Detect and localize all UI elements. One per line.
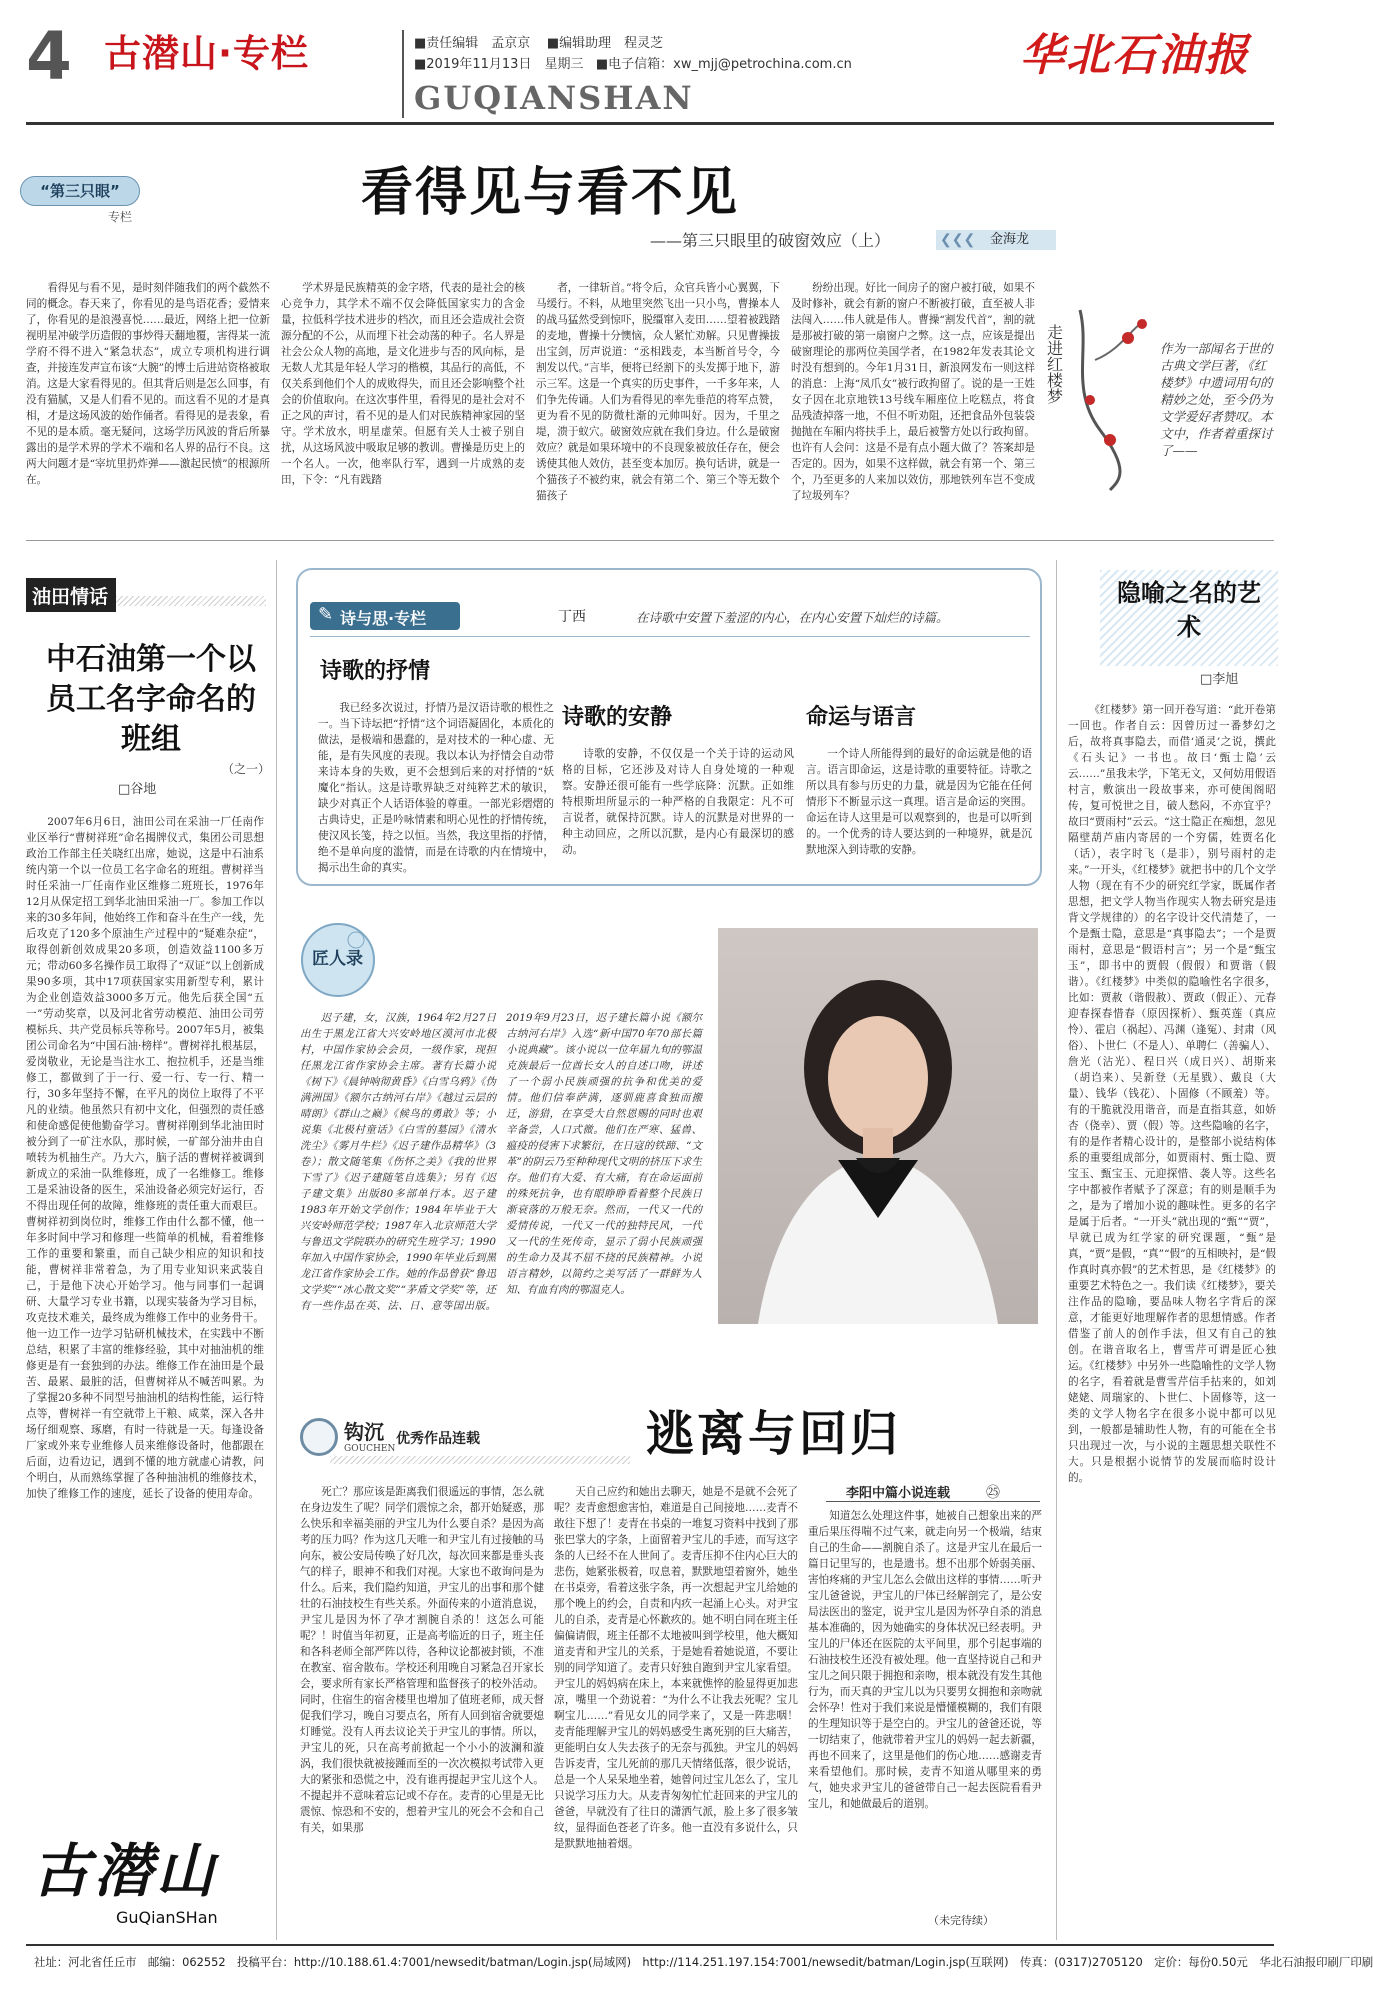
poem-sub3-text: 一个诗人所能得到的最好的命运就是他的语言。语言即命运，这是诗歌的重要特征。诗歌之所以具有参与历史的力量，就是因为它能在任何情形下不断显示这一真理。语言是命运的突围。命运在诗人这里是可以观察到的，也是可以听到的。一个优秀的诗人要达到的一种境界，就是沉默地深入到诗歌的安静。 [806, 748, 1032, 856]
left-story-part: （之一） [222, 762, 271, 776]
lead-col-1-text: 看得见与看不见，是时刻伴随我们的两个截然不同的概念。春天来了，你看见的是鸟语花香；爱情来了，你看见的是浪漫喜悦……最近，网络上把一位新视明星冲破学历造假的事炒得天翻地覆，害得某一流学府不得不进入“紧急状态”，成立专项机构进行调查，并接连发声宣布该“大腕”的博士后进站资格被取消。这是大家看得见的。但其背后则是怎么回事，有没有猫腻，又是人们看不见的。而这看不见的才是真相，才是这场风波的始作俑者。看得见的是表象，看不见的是本质。毫无疑问，这场学历风波的背后所暴露出的是学术界的学术不端和名人界的品行不良。这两大问题才是“宰坑里扔炸弹——激起民愤”的根源所在。 [26, 282, 270, 486]
lead-col-4 [791, 280, 1035, 526]
lead-col-1 [26, 280, 270, 526]
pocket-watch-icon [300, 1418, 338, 1456]
date-line [414, 53, 852, 72]
novel-byline-box [826, 1480, 1040, 1502]
lead-author: 金海龙 [990, 232, 1030, 247]
poem-sub2-title: 诗歌的安静 [562, 705, 673, 730]
assistant-editor: ■编辑助理 程灵芝 [546, 36, 664, 51]
footer-text: 社址：河北省任丘市 邮编：062552 投稿平台：http://10.188.61.4:7001/newsedit/batman/Login.jsp(局域网) http://114.251.197.154:7001/newsedit/batman/Login.jsp(互联网) 传真：(0317)2705120 定价：每份0.50元 华北石油报印刷厂印刷 [34, 1955, 1373, 1969]
section-divider-1 [26, 540, 1274, 541]
chevrons-icon: ❮❮❮ [940, 232, 976, 248]
svg-text:走进红楼梦: 走进红楼梦 [1044, 324, 1064, 404]
lead-headline: 看得见与看不见 [360, 163, 739, 223]
left-story-body [26, 814, 264, 1814]
guqianshan-logo [26, 1836, 270, 1936]
poem-sub3-title: 命运与语言 [806, 705, 917, 730]
lead-col-3-text: 者，一律斩首。”将令后，众官兵皆小心翼翼，下马缓行。不料，从地里突然飞出一只小鸟，曹操本人的战马猛然受到惊吓，脱缰窜入麦田……望着被践踏的麦地，曹操十分懊恼，众人紧忙劝解。只见曹操拔出宝剑，厉声说道：“丞相践麦，本当断首号令，今割发以代。”言毕，便将已经割下的头发掷于地下，游示三军。这是一个真实的历史事件，一千多年来，人们争先传诵。人们为看得见的率先垂范的将军点赞，更为看不见的防微杜渐的元帅叫好。因为，千里之堤，溃于蚁穴。破窗效应就在我们身边。什么是破窗效应？就是如果环境中的不良现象被放任存在，便会诱使其他人效仿，甚至变本加厉。换句话讲，就是一个猫孩子不被约束，就会有第二个、第三个等无数个猫孩子 [536, 282, 780, 502]
promo-text: 作为一部闻名于世的古典文学巨著，《红楼梦》中遗词用句的精妙之处，至今仍为文学爱好者赞叹。本文中，作者着重探讨了—— [1160, 341, 1273, 458]
section-title: 古潜山·专栏 [104, 32, 310, 75]
header-bottom-rule [26, 122, 1274, 125]
right-body [1068, 702, 1276, 1932]
poem-tag-box [310, 602, 460, 630]
lead-column-badge [20, 176, 140, 206]
novel-episode: ㉕ [986, 1485, 1000, 1501]
left-col-rule [276, 560, 277, 1940]
left-story-tag-shade [116, 596, 266, 606]
left-story-author: □谷地 [118, 782, 157, 797]
editor-line [414, 32, 663, 51]
logo-chars: 古潜山 [32, 1837, 219, 1905]
masthead [0, 0, 1300, 128]
email: ■电子信箱：xw_mjj@petrochina.com.cn [595, 57, 852, 72]
novel-column-tag: 钩沉 [344, 1420, 384, 1444]
lead-column-sub: 专栏 [108, 210, 133, 224]
novel-tag-shade [330, 1456, 630, 1464]
portrait-column-tag: 匠人录 [312, 949, 363, 969]
right-body-text: 《红楼梦》第一回开卷写道：“此开卷第一回也。作者自云：因曾历过一番梦幻之后，故将真事隐去，而借‘通灵’之说，撰此《石头记》一书也。故曰‘甄士隐’云云……”虽我未学，下笔无文，又何妨用假语村言，敷演出一段故事来，亦可使闺阁昭传，复可悦世之目，破人愁闷，不亦宜乎？故曰“贾雨村”云云。“这士隐正在痴想，忽见隔壁葫芦庙内寄居的一个穷儒，姓贾名化（话），表字时飞（是非），别号雨村的走来。”一开头，《红楼梦》就把书中的几个文学人物（现在有不少的研究红学家，既属作者思想，把文学人物当作现实人物去研究是违背文学规律的）的名字设计交代清楚了，一个是甄士隐，意思是“真事隐去”；一个是贾雨村，意思是“假语村言”；另一个是“甄宝玉”，即书中的贾假（假假）和贾谐（假谐）。《红楼梦》中类似的隐喻性名字很多，比如：贾赦（谐假赦）、贾政（假正）、元春迎春探春惜春（原因探析）、甄英莲（真应怜）、霍启（祸起）、冯渊（逢冤）、封肃（风俗）、卜世仁（不是人）、单聘仁（善骗人）、詹光（沾光）、程日兴（成日兴）、胡斯来（胡诌来）、吴新登（无星戥）、戴良（大量）、钱华（钱花）、卜固修（不顾羞）等。有的干脆就没用谐音，而是直指其意，如娇杏（侥幸）、贾（假）等。这些隐喻的名字，有的是作者精心设计的，是整部小说结构体系的重要组成部分，如贾雨村、甄士隐、贾宝玉、甄宝玉、元迎探惜、袭人等。这些名字中都被作者赋予了深意；有的则是顺手为之，是为了增加小说的趣味性。更多的名字是属于后者。“一开头”就出现的“甄”“贾”，早就已成为红学家的研究课题，“甄”是真，“贾”是假，“真”“假”的互相映衬，是“假作真时真亦假”的艺术哲思，是《红楼梦》的重要艺术特色之一。我们读《红楼梦》，要关注作品的隐喻，要品味人物名字背后的深意，才能更好地理解作者的思想情感。作者借鉴了前人的创作手法，但又有自己的独创。在谐音取名上，曹雪芹可谓是匠心独运。《红楼梦》中另外一些隐喻性的文学人物的名字，看着就是曹雪芹信手拈来的，如刘姥姥、周瑞家的、卜世仁、卜固修等，这一类的文学人物名字在很多小说中都可以见到，一般都是辅助性人物，有的可能在全书只出现过一次，与小说的主题思想关联性不大。只是根据小说情节的发展而临时设计的。 [1068, 704, 1276, 1484]
portrait-bio [300, 1010, 702, 1390]
portrait-tag [298, 920, 380, 1002]
page-number: 4 [26, 18, 72, 95]
novel-headline: 逃离与回归 [646, 1406, 902, 1462]
novel-column-tag-en: GOUCHEN [344, 1444, 396, 1454]
novel-column-sub: 优秀作品连载 [396, 1431, 480, 1447]
logo-pinyin: GuQianSHan [116, 1908, 218, 1927]
poem-tag-icon: ✎ [318, 604, 334, 625]
section-pinyin: GUQIANSHAN [414, 79, 694, 117]
portrait-figure [718, 928, 1038, 1324]
lead-col-4-text: 纷纷出现。好比一间房子的窗户被打破，如果不及时修补，就会有新的窗户不断被打破，直至被人非法闯入……伟人就是伟人。曹操“割发代首”，割的就是那被打破的第一扇窗户之弊。这一点，应该是提出破窗理论的那两位美国学者，在1982年发表其论文时没有想到的。今年1月31日，新浪网发布一则这样的消息：上海“凤爪女”被行政拘留了。说的是一王姓女子因在北京地铁13号线车厢座位上吃糕点，将食品残渣掉落一地，不但不听劝阻，还把食品外包装袋抛抛在车厢内将扶手上，最后被警方处以行政拘留。也许有人会问：这是不是有点小题大做了？答案却是否定的。因为，如果不这样做，就会有第一个、第三个，乃至更多的人来加以效仿，那地铁列车岂不变成了垃圾列车？ [791, 282, 1035, 502]
poem-sub2-text: 诗歌的安静，不仅仅是一个关于诗的运动风格的目标，它还涉及对诗人自身处境的一种观察。安静还很可能有一些学底降：沉默。正如维特根斯坦所显示的一种严格的自我限定：凡不可言说者，就保持沉默。诗人的沉默是对世界的一种主动回应，之所以沉默，是内心有最深切的感动。 [562, 748, 794, 856]
novel-byline: 李阳中篇小说连载 [846, 1486, 951, 1501]
novel-col-3-text: 知道怎么处理这件事，她被自己想象出来的严重后果压得喘不过气来，就走向另一个极端，结束自己的生命——割腕自杀了。这是尹宝儿在最后一篇日记里写的，也是遗书。想不出那个娇弱美丽、害怕疼痛的尹宝儿怎么会做出这样的事情……听尹宝儿爸爸说，尹宝儿的尸体已经解剖完了，是公安局法医出的鉴定，说尹宝儿是因为怀孕自杀的消息基本准确的，因为她确实的身体状况已经表明。尹宝儿的尸体还在医院的太平间里，那个引起事端的石油技校生还没有被处理。他一直坚持说自己和尹宝儿之间只限于拥抱和亲吻，根本就没有发生其他行为，而天真的尹宝儿以为只要男女拥抱和亲吻就会怀孕！性对于我们来说是懵懂模糊的，我们有限的生理知识等于是空白的。尹宝儿的爸爸还说，等一切结束了，他就带着尹宝儿的妈妈一起去新疆，再也不回来了，这里是他们的伤心地……感谢麦青来看望他们。那时候，麦青不知道从哪里来的勇气，她央求尹宝儿的爸爸带自己一起去医院看看尹宝儿，和她做最后的道别。 [808, 1510, 1042, 1810]
novel-col-2-text: 天自己应约和她出去聊天，她是不是就不会死了呢？麦青愈想愈害怕，难道是自己间接地……麦青不敢往下想了！麦青在书桌的一堆复习资料中找到了那张巴掌大的字条，上面留着尹宝儿的手迹，而写这字条的人已经不在人世间了。麦青压抑不住内心巨大的悲伤，她紧张极着，叹息着，默默地望着窗外，她坐在书桌旁，看着这张字条，再一次想起尹宝儿给她的那个晚上的约会，自责和内疚一起涌上心头。对尹宝儿的自杀，麦青是心怀歉疚的。她不明白同在班主任偏偏请假，班主任都不太地被叫到学校里，他大概知道麦青和尹宝儿的关系，于是她看着她说道，不要让别的同学知道了。麦青只好独自跑到尹宝儿家看望。尹宝儿的妈妈病在床上，本来就憔悴的脸显得更加悲凉，嘴里一个劲说着：“为什么不让我去死呢？宝儿啊宝儿……”看见女儿的同学来了，又是一阵悲咽！麦青能理解尹宝儿的妈妈感受生离死别的巨大痛苦，更能明白女人失去孩子的无奈与孤独。尹宝儿的妈妈告诉麦青，宝儿死前的那几天情绪低落，很少说话，总是一个人呆呆地坐着，她曾问过宝儿怎么了，宝儿只说学习压力大。从麦青匆匆忙忙赶回来的尹宝儿的爸爸，早就没有了往日的潇洒气派，脸上多了很多皱纹，显得面色苍老了许多。他一直没有多说什么，只是默默地抽着烟。 [554, 1486, 798, 1850]
poem-rule [310, 636, 1030, 637]
editor: ■责任编辑 孟京京 [414, 36, 531, 51]
poem-sub1-title: 诗歌的抒情 [320, 659, 431, 684]
issue-date: ■2019年11月13日 星期三 [414, 57, 584, 72]
promo-box [1044, 290, 1282, 526]
poem-sub1-text: 我已经多次说过，抒情乃是汉语诗歌的根性之一。当下诗坛把“抒情”这个词语凝固化，本质化的做法，是极端和愚蠢的，是对技术的一种心虚、无能，是有失风度的表现。我以本认为抒情会自动带来诗本身的失败，更不会想到后来的对抒情的“妖魔化”指认。这是诗歌界缺乏对纯粹艺术的敏识，缺少对真正个人话语体验的尊重。一部光彩熠熠的古典诗史，正是吟咏情素和明心见性的抒情传统，使汉风长笺，持之以恒。当然，我这里指的抒情，绝不是单向度的滥情，而是在诗歌的内在情境中，揭示出生命的真实。 [318, 702, 554, 874]
to-be-continued: （未完待续） [928, 1914, 994, 1927]
lead-col-2-text: 学术界是民族精英的金字塔，代表的是社会的核心竞争力，其学术不端不仅会降低国家实力的含金量，拉低科学技术进步的档次，而且还会造成社会资源分配的不公，从而埋下社会动荡的种子。名人界是社会公众人物的高地，是文化进步与否的风向标，是无数人尤其是年轻人学习的楷模，其品行的高低，不仅关系到他们个人的成败得失，而且还会影响整个社会的价值取向。在这次事件里，看得见的是社会对不正之风的声讨，看不见的是人们对民族精神家园的坚守。学术放水，明星虚荣。但愿有关人士被子别自扰，从这场风波中吸取足够的教训。曹操是历史上的一个名人。一次，他率队行军，遇到一片成熟的麦田，下令：“凡有践踏 [281, 282, 525, 486]
lead-subheadline: ——第三只眼里的破窗效应（上） [650, 231, 891, 250]
poem-sub3-body [806, 746, 1032, 876]
lead-col-3 [536, 280, 780, 526]
poem-author: 丁西 [558, 609, 586, 625]
left-story-text: 2007年6月6日，油田公司在采油一厂任南作业区举行“曹树祥班”命名揭牌仪式，集团公司思想政治工作部主任关晓红出席，她说，这是中石油系统内第一个以一位员工名字命名的班组。曹树祥当时任采油一厂任南作业区维修二班班长，1976年12月从保定招工到华北油田采油一厂。参加工作以来的30多年间，他始终工作和奋斗在生产一线，先后攻克了120多个原油生产过程中的“疑难杂症”，取得创新创效成果20多项，创造效益1100多万元；带动60多名操作员工取得了“双证”以上创新成果90多项，其中17项获国家实用新型专利，累计为企业创造效益3000多万元。他先后获全国“五一”劳动奖章，以及河北省劳动模范、油田公司劳模标兵、共产党员标兵等称号。2007年5月，被集团公司命名为“中国石油·榜样”。曹树祥扎根基层，爱岗敬业，无论是当注水工、抱拉机手，还是当维修工，都做到了于一行、爱一行、专一行、精一行，30多年坚持不懈，在平凡的岗位上取得了不平凡的业绩。他虽然只有初中文化，但强烈的责任感和使命感促使他勤奋学习。曹树祥刚到华北油田时被分到了一矿注水队，那时候，一矿部分油井由自喷转为机抽生产。乃大六，脑子活的曹树祥被调到新成立的采油一队维修班，成了一名维修工。维修工是采油设备的医生，采油设备必须完好运行，否不得出现任何的故障，维修班的责任重大而艰巨。曹树祥初到岗位时，维修工作由什么都不懂，他一年多时间中学习和修理一些简单的机械，看着维修工作的重要和繁重，而自己缺少相应的知识和技能，曹树祥非常着急，为了用专业知识来武装自己，于是他下决心开始学习。他与同事们一起调研、大量学习专业书籍，以现实装备为学习目标，攻克技术难关，最终成为维修工作中的业务骨干。他一边工作一边学习钻研机械技术，在实践中不断总结，积累了丰富的维修经验，其中对抽油机的维修更是有一套独到的办法。维修工作在油田是个最苦、最累、最脏的活，但曹树祥从不喊苦叫累。为了掌握20多种不同型号抽油机的结构性能，运行特点等，曹树祥一有空就带上干粮、咸菜，深入各井场仔细观察、琢磨，有时一待就是一天。每逢设备厂家或外来专业维修人员来维修设备时，他都跟在后面，边看边记，遇到不懂的地方就虚心请教，问个明白，从而熟练掌握了各种抽油机的维修技术，加快了维修工作的速度，延长了设备的使用寿命。 [26, 816, 264, 1500]
mid-rule [1056, 560, 1057, 1940]
left-story-tag [26, 578, 116, 612]
lead-column-tag: “第三只眼” [40, 182, 120, 200]
novel-col-3 [808, 1508, 1042, 1910]
header-rule-v [402, 30, 404, 118]
left-story-tag-text: 油田情话 [32, 586, 109, 608]
novel-tag [300, 1414, 540, 1460]
right-headline-box [1100, 570, 1278, 666]
novel-col-1-text: 死亡？那应该是距离我们很遥远的事情，怎么就在身边发生了呢？同学们震惊之余，都开始疑惑，那么快乐和幸福美丽的尹宝儿为什么要自杀？是因为高考的压力吗？作为这几天唯一和尹宝儿有过接触的马向东，被公安局传唤了好几次，每次回来都是垂头丧气的样子，眼神不和我们对视。大家也不敢询问是为什么。后来，我们隐约知道，尹宝儿的出事和那个健壮的石油技校生有些关系。外面传来的小道消息说，尹宝儿是因为怀了孕才割腕自杀的！这怎么可能呢？！时值当年初夏，正是高考临近的日子，班主任和各科老师全部严阵以待，各种议论都被封锁，不准在教室、宿舍散布。学校还利用晚自习紧急召开家长会，要求所有家长严格管理和监督孩子的校外活动。同时，住宿生的宿舍楼里也增加了值班老师，成天督促我们学习，晚自习要点名，所有人回到宿舍就要熄灯睡觉。没有人再去议论关于尹宝儿的事情。所以，尹宝儿的死，只在高考前掀起一个小小的波澜和漩涡，我们很快就被接踵而至的一次次模拟考试带入更大的紧张和恐慌之中，没有谁再提起尹宝儿这个人。不提起并不意味着忘记或不存在。麦青的心里是无比震惊、惊恐和不安的，想着尹宝儿的死会不会和自己有关，如果那 [300, 1486, 544, 1834]
right-headline: 隐喻之名的艺术 [1117, 579, 1261, 641]
poem-column-tag: 诗与思·专栏 [340, 609, 427, 628]
novel-col-1 [300, 1484, 544, 1926]
footer-rule [26, 1944, 1274, 1946]
left-story-headline: 中石油第一个以员工名字命名的班组 [46, 642, 256, 757]
poem-sub1-body [318, 700, 554, 876]
ink-plum-illustration [1044, 290, 1160, 490]
portrait-bio-text: 迟子建，女，汉族，1964年2月27日出生于黑龙江省大兴安岭地区漠河市北极村，中国作家协会会员，一级作家，现担任黑龙江省作家协会主席。著有长篇小说《树下》《晨钟响彻黄昏》《白雪乌鸦》《伪满洲国》《额尔古纳河右岸》《越过云层的晴朗》《群山之巅》《候鸟的勇敢》等；小说集《北极村童话》《白雪的墓园》《清水洗尘》《雾月牛栏》《迟子建作品精华》（3卷）；散文随笔集《伤怀之美》《我的世界下雪了》《迟子建随笔自选集》；另有《迟子建文集》出版80多部单行本。迟子建1983年开始文学创作；1984年毕业于大兴安岭师范学校；1987年入北京师范大学与鲁迅文学院联办的研究生班学习；1990年加入中国作家协会，1990年毕业后到黑龙江省作家协会工作。她的作品曾获“鲁迅文学奖”“冰心散文奖”“茅盾文学奖”等，还有一些作品在英、法、日、意等国出版。2019年9月23日，迟子建长篇小说《额尔古纳河右岸》入选“新中国70年70部长篇小说典藏”。该小说以一位年届九旬的鄂温克族最后一位酋长女人的自述口吻，讲述了一个弱小民族顽强的抗争和优美的爱情。他们信奉萨满，逐驯鹿喜食独而搬迁，游猎，在享受大自然恩赐的同时也艰辛备尝，人口式微。他们在严寒、猛兽、瘟疫的侵害下求繁衍，在日寇的铁蹄、“文革”的阴云乃至种种现代文明的挤压下求生存。他们有大爱、有大痛，有在命运面前的殊死抗争，也有眼睁睁看着整个民族日渐衰落的万般无奈。然而，一代又一代的爱情传说，一代又一代的独特民风，一代又一代的生死传奇，显示了弱小民族顽强的生命力及其不屈不挠的民族精神。小说语言精妙，以简约之美写活了一群鲜为人知、有血有肉的鄂温克人。 [300, 1012, 702, 1312]
author-portrait-photo [718, 928, 1038, 1324]
newspaper-name: 华北石油报 [1020, 30, 1250, 81]
lead-author-bar [936, 230, 1056, 250]
right-author: □李旭 [1200, 672, 1239, 687]
novel-col-2 [554, 1484, 798, 1926]
poem-sub2-body [562, 746, 794, 876]
lead-col-2 [281, 280, 525, 526]
poem-motto: 在诗歌中安置下羞涩的内心，在内心安置下灿烂的诗篇。 [636, 610, 949, 625]
